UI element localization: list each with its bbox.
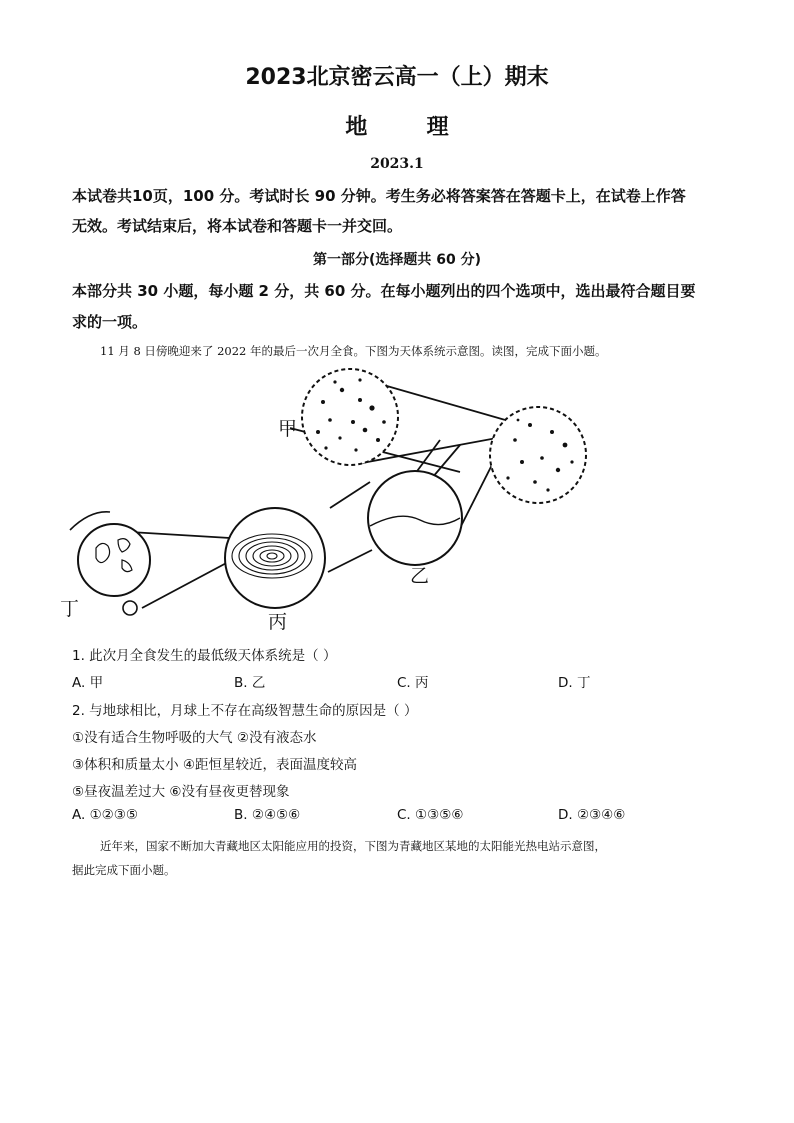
- intro-2-line-1: 近年来，国家不断加大青藏地区太阳能应用的投资，下图为青藏地区某地的太阳能光热电站示意图，: [100, 839, 606, 853]
- section-desc-line-2: 求的一项。: [72, 313, 148, 331]
- milky-way-circle: [490, 407, 586, 503]
- instructions-line-2: 无效。考试结束后，将本试卷和答题卡一并交回。: [72, 217, 403, 235]
- page-title: 2023北京密云高一（上）期末: [245, 65, 549, 90]
- question-1-option-b: B. 乙: [234, 675, 266, 691]
- label-yi: 乙: [410, 565, 430, 587]
- yi-solar-system-circle: [368, 471, 462, 565]
- intro-2-line-2: 据此完成下面小题。: [72, 863, 176, 877]
- question-1-option-d: D. 丁: [558, 675, 591, 691]
- question-2-statement-2: ③体积和质量太小 ④距恒星较近，表面温度较高: [72, 757, 357, 773]
- subject-char-1: 地: [345, 115, 368, 140]
- instructions-line-1: 本试卷共10页，100 分。考试时长 90 分钟。考生务必将答案答在答题卡上，在试卷上作答: [72, 187, 686, 205]
- subject-title: [0, 110, 794, 141]
- question-2-option-d: D. ②③④⑥: [558, 807, 626, 823]
- label-bing: 丙: [268, 611, 288, 633]
- question-2-stem: 2. 与地球相比，月球上不存在高级智慧生命的原因是（ ）: [72, 703, 418, 719]
- question-2-statement-1: ①没有适合生物呼吸的大气 ②没有液态水: [72, 730, 317, 746]
- question-2-option-c: C. ①③⑤⑥: [397, 807, 464, 823]
- intro-1: 11 月 8 日傍晚迎来了 2022 年的最后一次月全食。下图为天体系统示意图。读图，完成下面小题。: [100, 344, 607, 358]
- question-1-stem: 1. 此次月全食发生的最低级天体系统是（ ）: [72, 648, 337, 664]
- subject-char-2: 理: [426, 115, 449, 140]
- jia-galaxy-circle: [302, 369, 398, 465]
- question-1-option-a: A. 甲: [72, 675, 104, 691]
- bing-earth-moon-circle: [225, 508, 325, 608]
- exam-date: 2023.1: [370, 156, 424, 172]
- celestial-system-figure: [60, 360, 620, 640]
- label-jia: 甲: [278, 418, 298, 440]
- section-desc-line-1: 本部分共 30 小题，每小题 2 分，共 60 分。在每小题列出的四个选项中，选出最符合题目要: [72, 282, 696, 300]
- question-2-option-b: B. ②④⑤⑥: [234, 807, 301, 823]
- label-ding: 丁: [60, 598, 80, 620]
- question-1-option-c: C. 丙: [397, 675, 429, 691]
- question-2-option-a: A. ①②③⑤: [72, 807, 138, 823]
- ding-earth-circle: [70, 512, 150, 615]
- question-2-statement-3: ⑤昼夜温差过大 ⑥没有昼夜更替现象: [72, 784, 290, 800]
- section-title: 第一部分(选择题共 60 分): [312, 252, 482, 268]
